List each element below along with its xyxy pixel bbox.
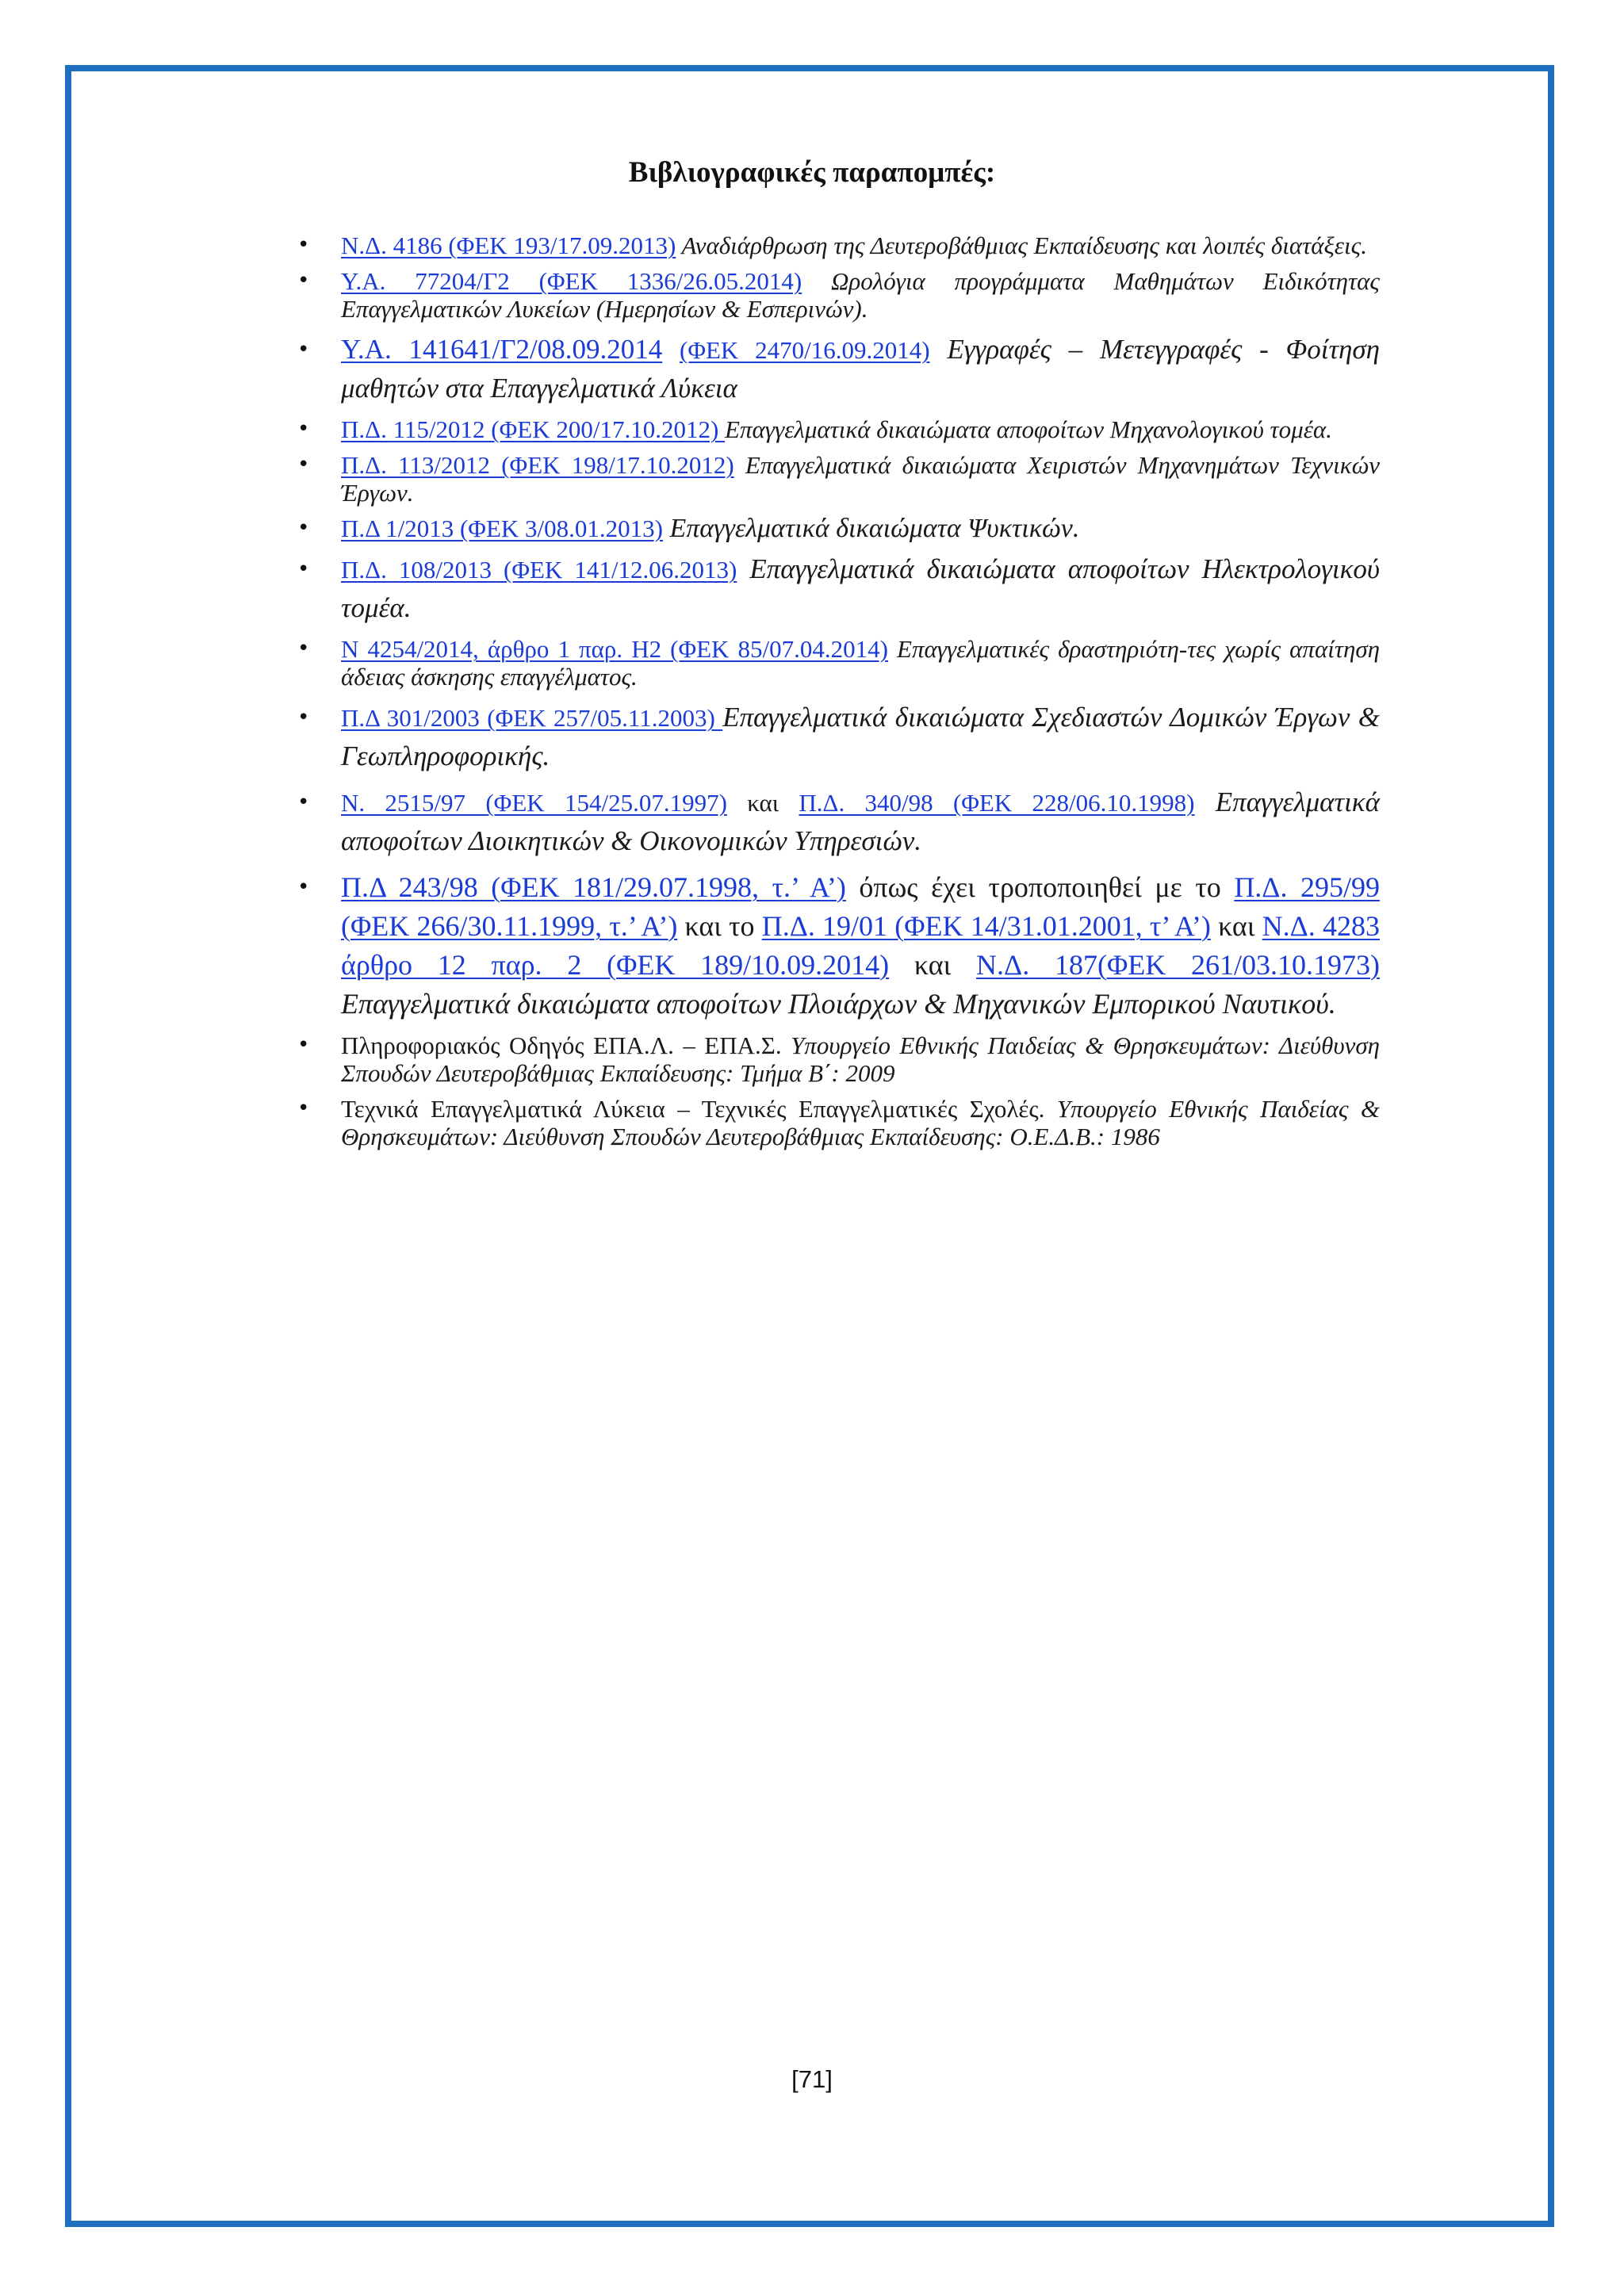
reference-link[interactable]: Π.Δ 243/98 (ΦΕΚ 181/29.07.1998, τ.’ Α’) — [341, 871, 846, 903]
reference-description: Επαγγελματικά δικαιώματα αποφοίτων Πλοιάρχων & Μηχανικών Εμπορικού Ναυτικού. — [341, 988, 1336, 1020]
reference-item-8 — [297, 635, 1380, 691]
page-number: [71] — [791, 2065, 833, 2093]
reference-item-9 — [297, 698, 1380, 775]
reference-item-1 — [297, 232, 1380, 259]
reference-link[interactable]: Π.Δ. 115/2012 (ΦΕΚ 200/17.10.2012) — [341, 415, 726, 443]
reference-list — [297, 232, 1381, 1158]
reference-plain-title: Πληροφοριακός Οδηγός ΕΠΑ.Λ. – ΕΠΑ.Σ. — [341, 1031, 782, 1059]
reference-item-2 — [297, 267, 1380, 323]
reference-link[interactable]: Π.Δ. 340/98 (ΦΕΚ 228/06.10.1998) — [799, 789, 1195, 817]
reference-link[interactable]: Ν.Δ. 4186 (ΦΕΚ 193/17.09.2013) — [341, 232, 676, 259]
bullet-icon: • — [297, 269, 310, 293]
reference-link[interactable]: Π.Δ. 113/2012 (ΦΕΚ 198/17.10.2012) — [341, 451, 734, 479]
reference-description: Αναδιάρθρωση της Δευτεροβάθμιας Εκπαίδευσης και λοιπές διατάξεις. — [676, 232, 1367, 259]
reference-link[interactable]: Ν 4254/2014, άρθρο 1 παρ. Η2 (ΦΕΚ 85/07.04.2014) — [341, 635, 888, 663]
reference-item-10 — [297, 783, 1380, 860]
reference-link[interactable]: Ν.Δ. 187(ΦΕΚ 261/03.10.1973) — [976, 949, 1381, 981]
bullet-icon: • — [297, 233, 310, 257]
reference-description: Επαγγελματικά δικαιώματα Χειριστών Μηχανημάτων Τεχνικών Έργων. — [341, 451, 1380, 507]
reference-description: Επαγγελματικά αποφοίτων Διοικητικών & Οικονομικών Υπηρεσιών. — [341, 786, 1380, 856]
bullet-icon: • — [297, 338, 310, 362]
reference-description: Εγγραφές – Μετεγγραφές - Φοίτηση μαθητών στα Επαγγελματικά Λύκεια — [341, 334, 1380, 404]
reference-description: Επαγγελματικά δικαιώματα αποφοίτων Ηλεκτρολογικού τομέα. — [341, 553, 1380, 623]
reference-description: Επαγγελματικά δικαιώματα αποφοίτων Μηχανολογικού τομέα. — [725, 415, 1332, 443]
bullet-icon: • — [297, 790, 310, 814]
bullet-icon: • — [297, 637, 310, 660]
reference-item-13 — [297, 1095, 1380, 1150]
reference-description: Υπουργείο Εθνικής Παιδείας & Θρησκευμάτων: Διεύθυνση Σπουδών Δευτεροβάθμιας Εκπαίδευσης: Τμήμα Β΄: 2009 — [341, 1031, 1381, 1087]
reference-link[interactable]: Π.Δ. 295/99 — [1234, 871, 1380, 903]
reference-link[interactable]: Ν. 2515/97 (ΦΕΚ 154/25.07.1997) — [341, 789, 727, 817]
reference-link[interactable]: Π.Δ 301/2003 (ΦΕΚ 257/05.11.2003) — [341, 704, 723, 732]
bullet-icon: • — [297, 1096, 310, 1120]
reference-item-11 — [297, 868, 1381, 1024]
bullet-icon: • — [297, 706, 310, 729]
reference-item-4 — [297, 415, 1380, 443]
reference-link[interactable]: Ν.Δ. 4283 άρθρο 12 παρ. 2 (ΦΕΚ 189/10.09.2014) — [341, 910, 1380, 981]
reference-item-3 — [297, 331, 1380, 408]
reference-description: Υπουργείο Εθνικής Παιδείας & Θρησκευμάτων: Διεύθυνση Σπουδών Δευτεροβάθμιας Εκπαίδευσης: Ο.Ε.Δ.Β.: 1986 — [341, 1095, 1380, 1150]
bullet-icon: • — [297, 516, 310, 540]
reference-description: Επαγγελματικές δραστηριότη-τες χωρίς απαίτηση άδειας άσκησης επαγγέλματος. — [341, 635, 1380, 691]
reference-connector: και το — [677, 910, 762, 942]
reference-item-5 — [297, 451, 1380, 507]
reference-item-7 — [297, 550, 1380, 627]
bullet-icon: • — [297, 557, 310, 581]
reference-description: Επαγγελματικά δικαιώματα Ψυκτικών. — [662, 514, 1080, 543]
reference-link[interactable]: Π.Δ. 19/01 (ΦΕΚ 14/31.01.2001, τ’ Α’) — [761, 910, 1211, 942]
bullet-icon: • — [297, 417, 310, 441]
reference-item-12 — [297, 1031, 1381, 1087]
reference-link[interactable]: Π.Δ. 108/2013 (ΦΕΚ 141/12.06.2013) — [341, 556, 737, 584]
reference-plain-title: Τεχνικά Επαγγελματικά Λύκεια – Τεχνικές Επαγγελματικές Σχολές. — [341, 1095, 1045, 1123]
reference-link[interactable]: Π.Δ 1/2013 (ΦΕΚ 3/08.01.2013) — [341, 515, 663, 542]
reference-connector: και — [1210, 910, 1262, 942]
reference-item-6 — [297, 514, 1380, 543]
bullet-icon: • — [297, 453, 310, 476]
bullet-icon: • — [297, 875, 310, 899]
reference-link[interactable]: (ΦΕΚ 2470/16.09.2014) — [680, 336, 930, 364]
bullet-icon: • — [297, 1033, 310, 1057]
reference-link[interactable]: Υ.Α. 141641/Γ2/08.09.2014 — [341, 334, 663, 365]
reference-link[interactable]: Υ.Α. 77204/Γ2 (ΦΕΚ 1336/26.05.2014) — [341, 267, 802, 295]
reference-connector: όπως έχει τροποποιηθεί με το — [845, 871, 1235, 903]
reference-conjunction: και — [726, 789, 799, 817]
reference-connector: και — [889, 949, 977, 981]
page-title: Βιβλιογραφικές παραπομπές: — [628, 156, 996, 189]
reference-link[interactable]: (ΦΕΚ 266/30.11.1999, τ.’ Α’) — [341, 910, 678, 942]
reference-description: Ωρολόγια προγράμματα Μαθημάτων Ειδικότητας Επαγγελματικών Λυκείων (Ημερησίων & Εσπερινών). — [341, 267, 1380, 323]
reference-description: Επαγγελματικά δικαιώματα Σχεδιαστών Δομικών Έργων & Γεωπληροφορικής. — [341, 702, 1380, 771]
